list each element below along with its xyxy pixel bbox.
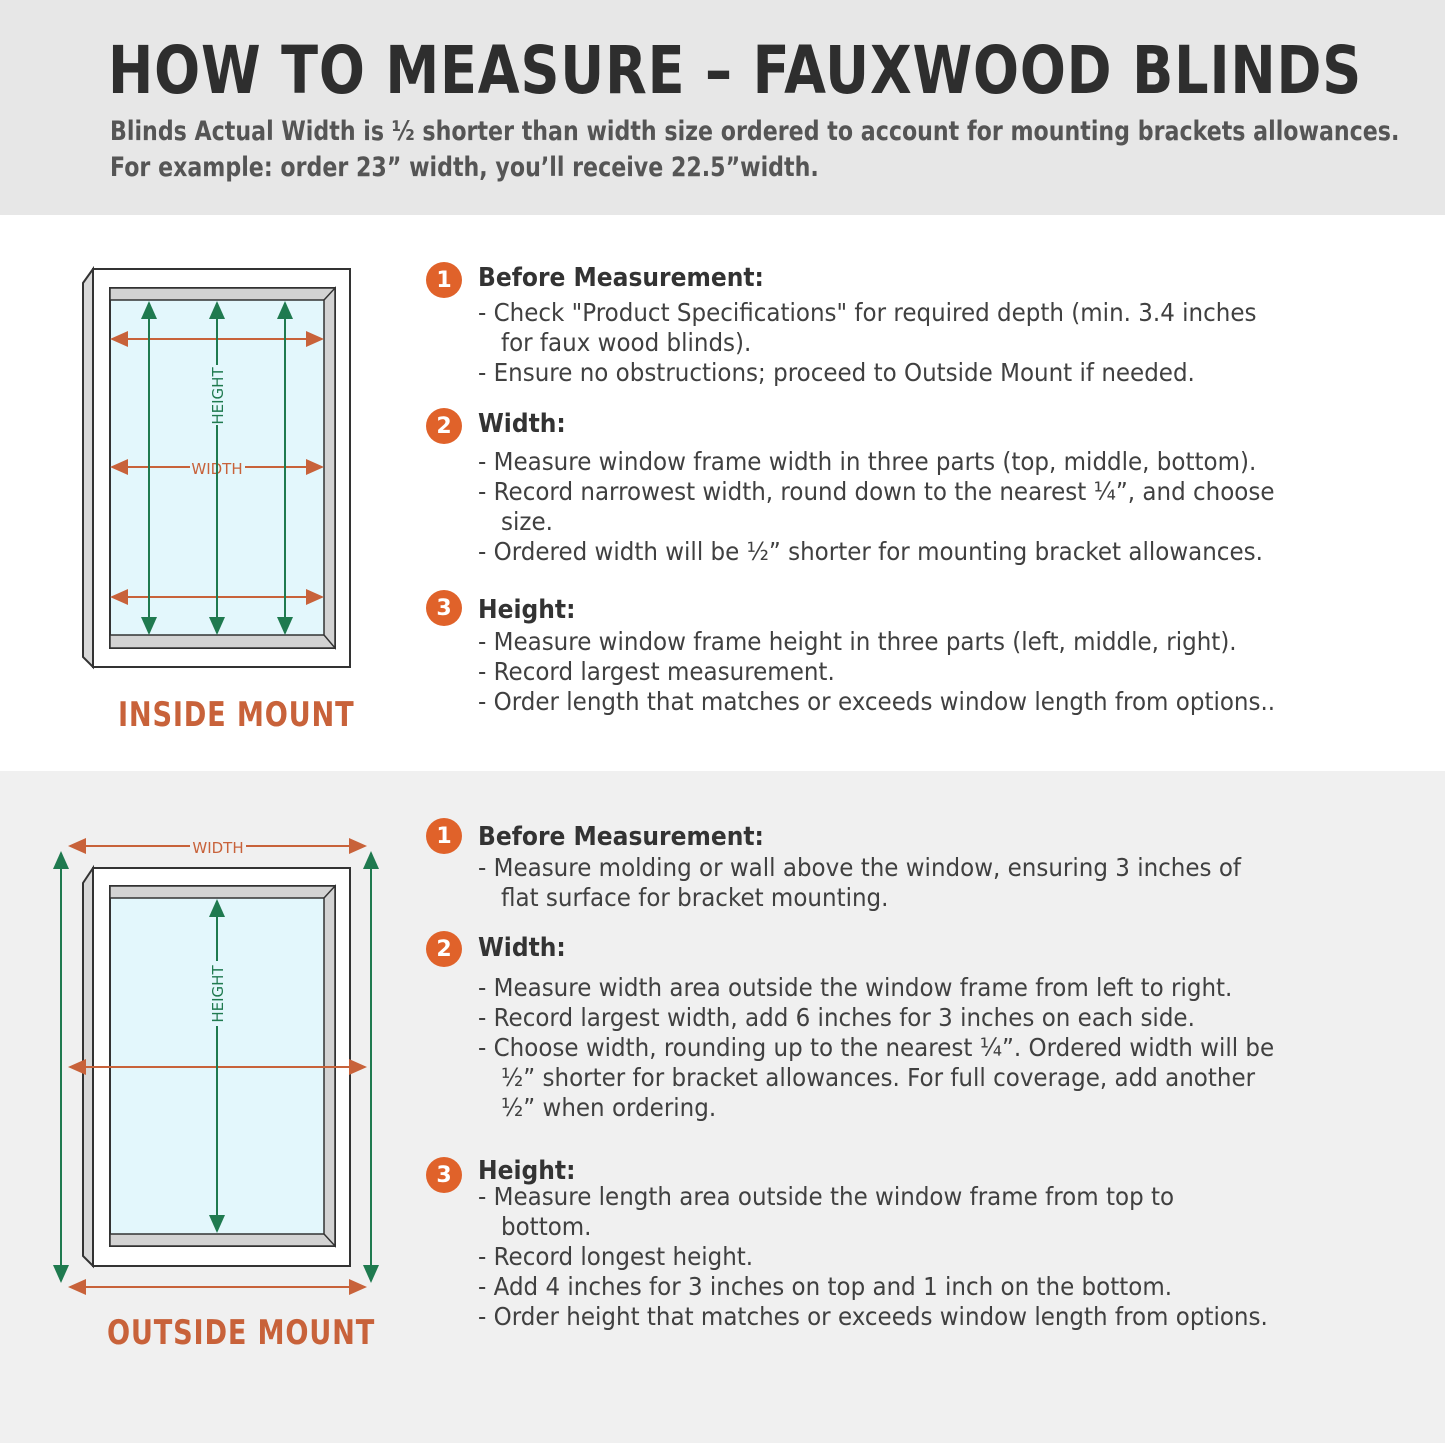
step-line: - Measure window frame height in three parts (left, middle, right). xyxy=(478,627,1237,656)
inside-mount-window-diagram xyxy=(80,265,355,675)
step-line: - Order length that matches or exceeds window length from options.. xyxy=(478,687,1276,716)
step-line: - Measure length area outside the window frame from top to xyxy=(478,1182,1175,1211)
outside-mount-window-diagram xyxy=(50,831,380,1301)
step-number-badge: 3 xyxy=(426,590,462,626)
width-label: WIDTH xyxy=(191,460,243,478)
step-number-badge: 3 xyxy=(426,1157,462,1193)
inside-mount-section xyxy=(0,215,1445,771)
step-line: - Add 4 inches for 3 inches on top and 1 inch on the bottom. xyxy=(478,1272,1173,1301)
step-line: ½” shorter for bracket allowances. For full coverage, add another xyxy=(501,1063,1256,1092)
step-title: Height: xyxy=(478,595,576,625)
step-line: - Measure width area outside the window frame from left to right. xyxy=(478,973,1233,1002)
outside-mount-section xyxy=(0,771,1445,1443)
step-line: ½” when ordering. xyxy=(501,1093,717,1122)
step-number-badge: 1 xyxy=(426,818,462,854)
step-line: - Record narrowest width, round down to the nearest ¼”, and choose xyxy=(478,477,1275,506)
width-label: WIDTH xyxy=(192,839,244,857)
step-title: Before Measurement: xyxy=(478,263,764,293)
step-line: - Record largest measurement. xyxy=(478,657,835,686)
step-line: - Ordered width will be ½” shorter for mounting bracket allowances. xyxy=(478,537,1263,566)
step-line: - Measure molding or wall above the window, ensuring 3 inches of xyxy=(478,853,1242,882)
step-line: - Measure window frame width in three parts (top, middle, bottom). xyxy=(478,447,1257,476)
step-title: Width: xyxy=(478,409,566,439)
step-line: flat surface for bracket mounting. xyxy=(501,883,889,912)
step-line: - Ensure no obstructions; proceed to Outside Mount if needed. xyxy=(478,358,1195,387)
height-label: HEIGHT xyxy=(209,965,227,1023)
step-line: - Record largest width, add 6 inches for 3 inches on each side. xyxy=(478,1003,1195,1032)
step-title: Width: xyxy=(478,933,566,963)
step-line: - Check "Product Specifications" for required depth (min. 3.4 inches xyxy=(478,298,1257,327)
page-title: HOW TO MEASURE – FAUXWOOD BLINDS xyxy=(108,32,1363,109)
step-number-badge: 2 xyxy=(426,408,462,444)
subtitle-line-1: Blinds Actual Width is ½ shorter than width size ordered to account for mounting brackets allowances. xyxy=(110,116,1400,147)
step-line: for faux wood blinds). xyxy=(501,328,752,357)
step-line: bottom. xyxy=(501,1212,592,1241)
step-line: size. xyxy=(501,507,553,536)
step-number-badge: 1 xyxy=(426,262,462,298)
height-label: HEIGHT xyxy=(209,367,227,425)
step-number-badge: 2 xyxy=(426,931,462,967)
outside-mount-label: OUTSIDE MOUNT xyxy=(107,1313,376,1353)
inside-mount-label: INSIDE MOUNT xyxy=(118,695,355,735)
subtitle-line-2: For example: order 23” width, you’ll receive 22.5”width. xyxy=(110,152,819,183)
step-line: - Order height that matches or exceeds window length from options. xyxy=(478,1302,1268,1331)
step-line: - Choose width, rounding up to the nearest ¼”. Ordered width will be xyxy=(478,1033,1275,1062)
step-line: - Record longest height. xyxy=(478,1242,754,1271)
step-title: Before Measurement: xyxy=(478,822,764,852)
step-title: Height: xyxy=(478,1156,576,1186)
header-banner xyxy=(0,0,1445,215)
